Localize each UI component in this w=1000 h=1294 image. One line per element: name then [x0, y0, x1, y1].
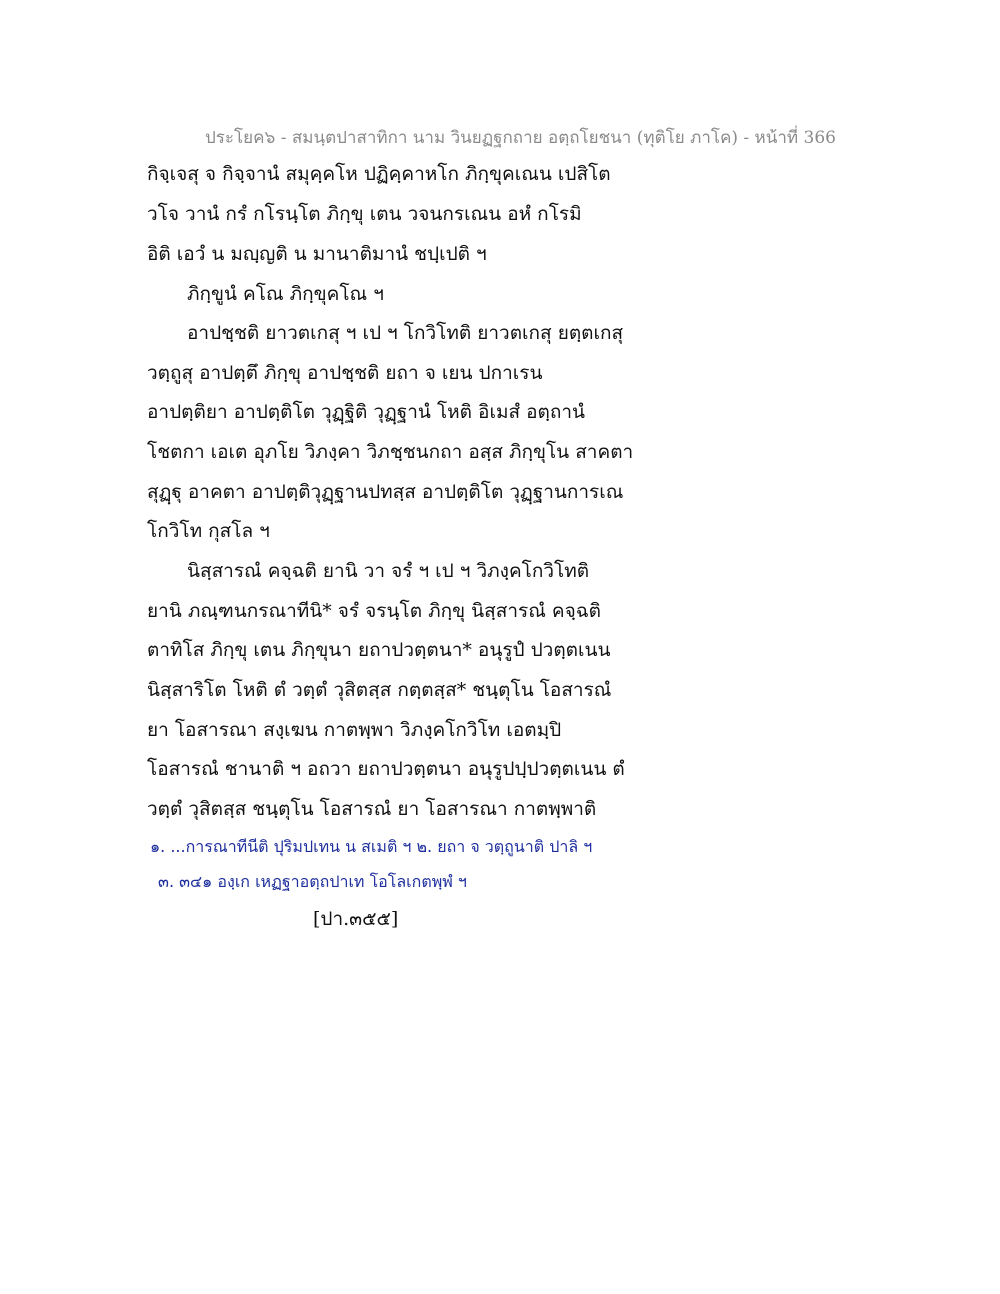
- text-line: สุฏฺฐุ อาคตา อาปตฺติวุฏฺฐานปทสฺส อาปตฺติโต วุฏฺฐานการเณ: [147, 481, 624, 503]
- footnote-line: ๑. ...การณาทีนีติ ปุริมปเทน น สเมติ ฯ ๒. ยถา จ วตฺถูนาติ ปาลิ ฯ: [150, 837, 593, 856]
- footnote-line: ๓. ๓๔๑ องฺเก เหฏฐาอตฺถปาเท โอโลเกตพฺพํ ฯ: [158, 872, 467, 891]
- text-line: วโจ วานํ กรํ กโรนฺโต ภิกฺขุ เตน วจนกรเณน อหํ กโรมิ: [147, 203, 582, 225]
- text-line: วตฺถูสุ อาปตฺตึ ภิกฺขุ อาปชฺชติ ยถา จ เยน ปกาเรน: [147, 362, 543, 384]
- text-line: อาปชฺชติ ยาวตเกสุ ฯ เป ฯ โกวิโทติ ยาวตเกสุ ยตฺตเกสุ: [187, 322, 624, 344]
- text-line: ตาทิโส ภิกฺขุ เตน ภิกฺขุนา ยถาปวตฺตนา* อนุรูปํ ปวตฺตเนน: [147, 639, 611, 661]
- text-line: โอสารณํ ชานาติ ฯ อถวา ยถาปวตฺตนา อนุรูปปฺปวตฺตเนน ตํ: [147, 758, 625, 780]
- text-line: อิติ เอวํ น มญฺญติ น มานาติมานํ ชปฺเปติ ฯ: [147, 243, 487, 265]
- text-line: นิสฺสาริโต โหติ ตํ วตฺตํ วุสิตสฺส กตฺตสฺส* ชนฺตุโน โอสารณํ: [147, 679, 612, 701]
- text-line: ยานิ ภณฺฑนกรณาทีนิ* จรํ จรนฺโต ภิกฺขุ นิสฺสารณํ คจฺฉติ: [147, 600, 601, 622]
- text-line: นิสฺสารณํ คจฺฉติ ยานิ วา จรํ ฯ เป ฯ วิภงฺคโกวิโทติ: [187, 560, 590, 582]
- text-line: อาปตฺติยา อาปตฺติโต วุฏฺฐิติ วุฏฺฐานํ โหติ อิเมสํ อตฺถานํ: [147, 401, 586, 423]
- page-header: ประโยค๖ - สมนฺตปาสาทิกา นาม วินยฏฐกถาย อตฺถโยชนา (ทุติโย ภาโค) - หน้าที่ 366: [205, 128, 836, 148]
- text-line: ภิกฺขูนํ คโณ ภิกฺขุคโณ ฯ: [187, 283, 384, 305]
- text-line: ยา โอสารณา สงฺเฆน กาตพฺพา วิภงฺคโกวิโท เอตมฺปิ: [147, 719, 562, 741]
- text-line: โชตกา เอเต อุภโย วิภงฺคา วิภชฺชนกถา อสฺส ภิกฺขุโน สาคตา: [147, 441, 634, 463]
- text-line: โกวิโท กุสโล ฯ: [147, 520, 270, 542]
- text-line: วตฺตํ วุสิตสฺส ชนฺตุโน โอสารณํ ยา โอสารณา กาตพฺพาติ: [147, 798, 597, 820]
- text-line: กิจฺเจสุ จ กิจฺจานํ สมุคฺคโห ปฏิคฺคาหโก ภิกฺขุคเณน เปสิโต: [147, 163, 611, 185]
- page-reference: [ปา.๓๕๕]: [313, 908, 399, 930]
